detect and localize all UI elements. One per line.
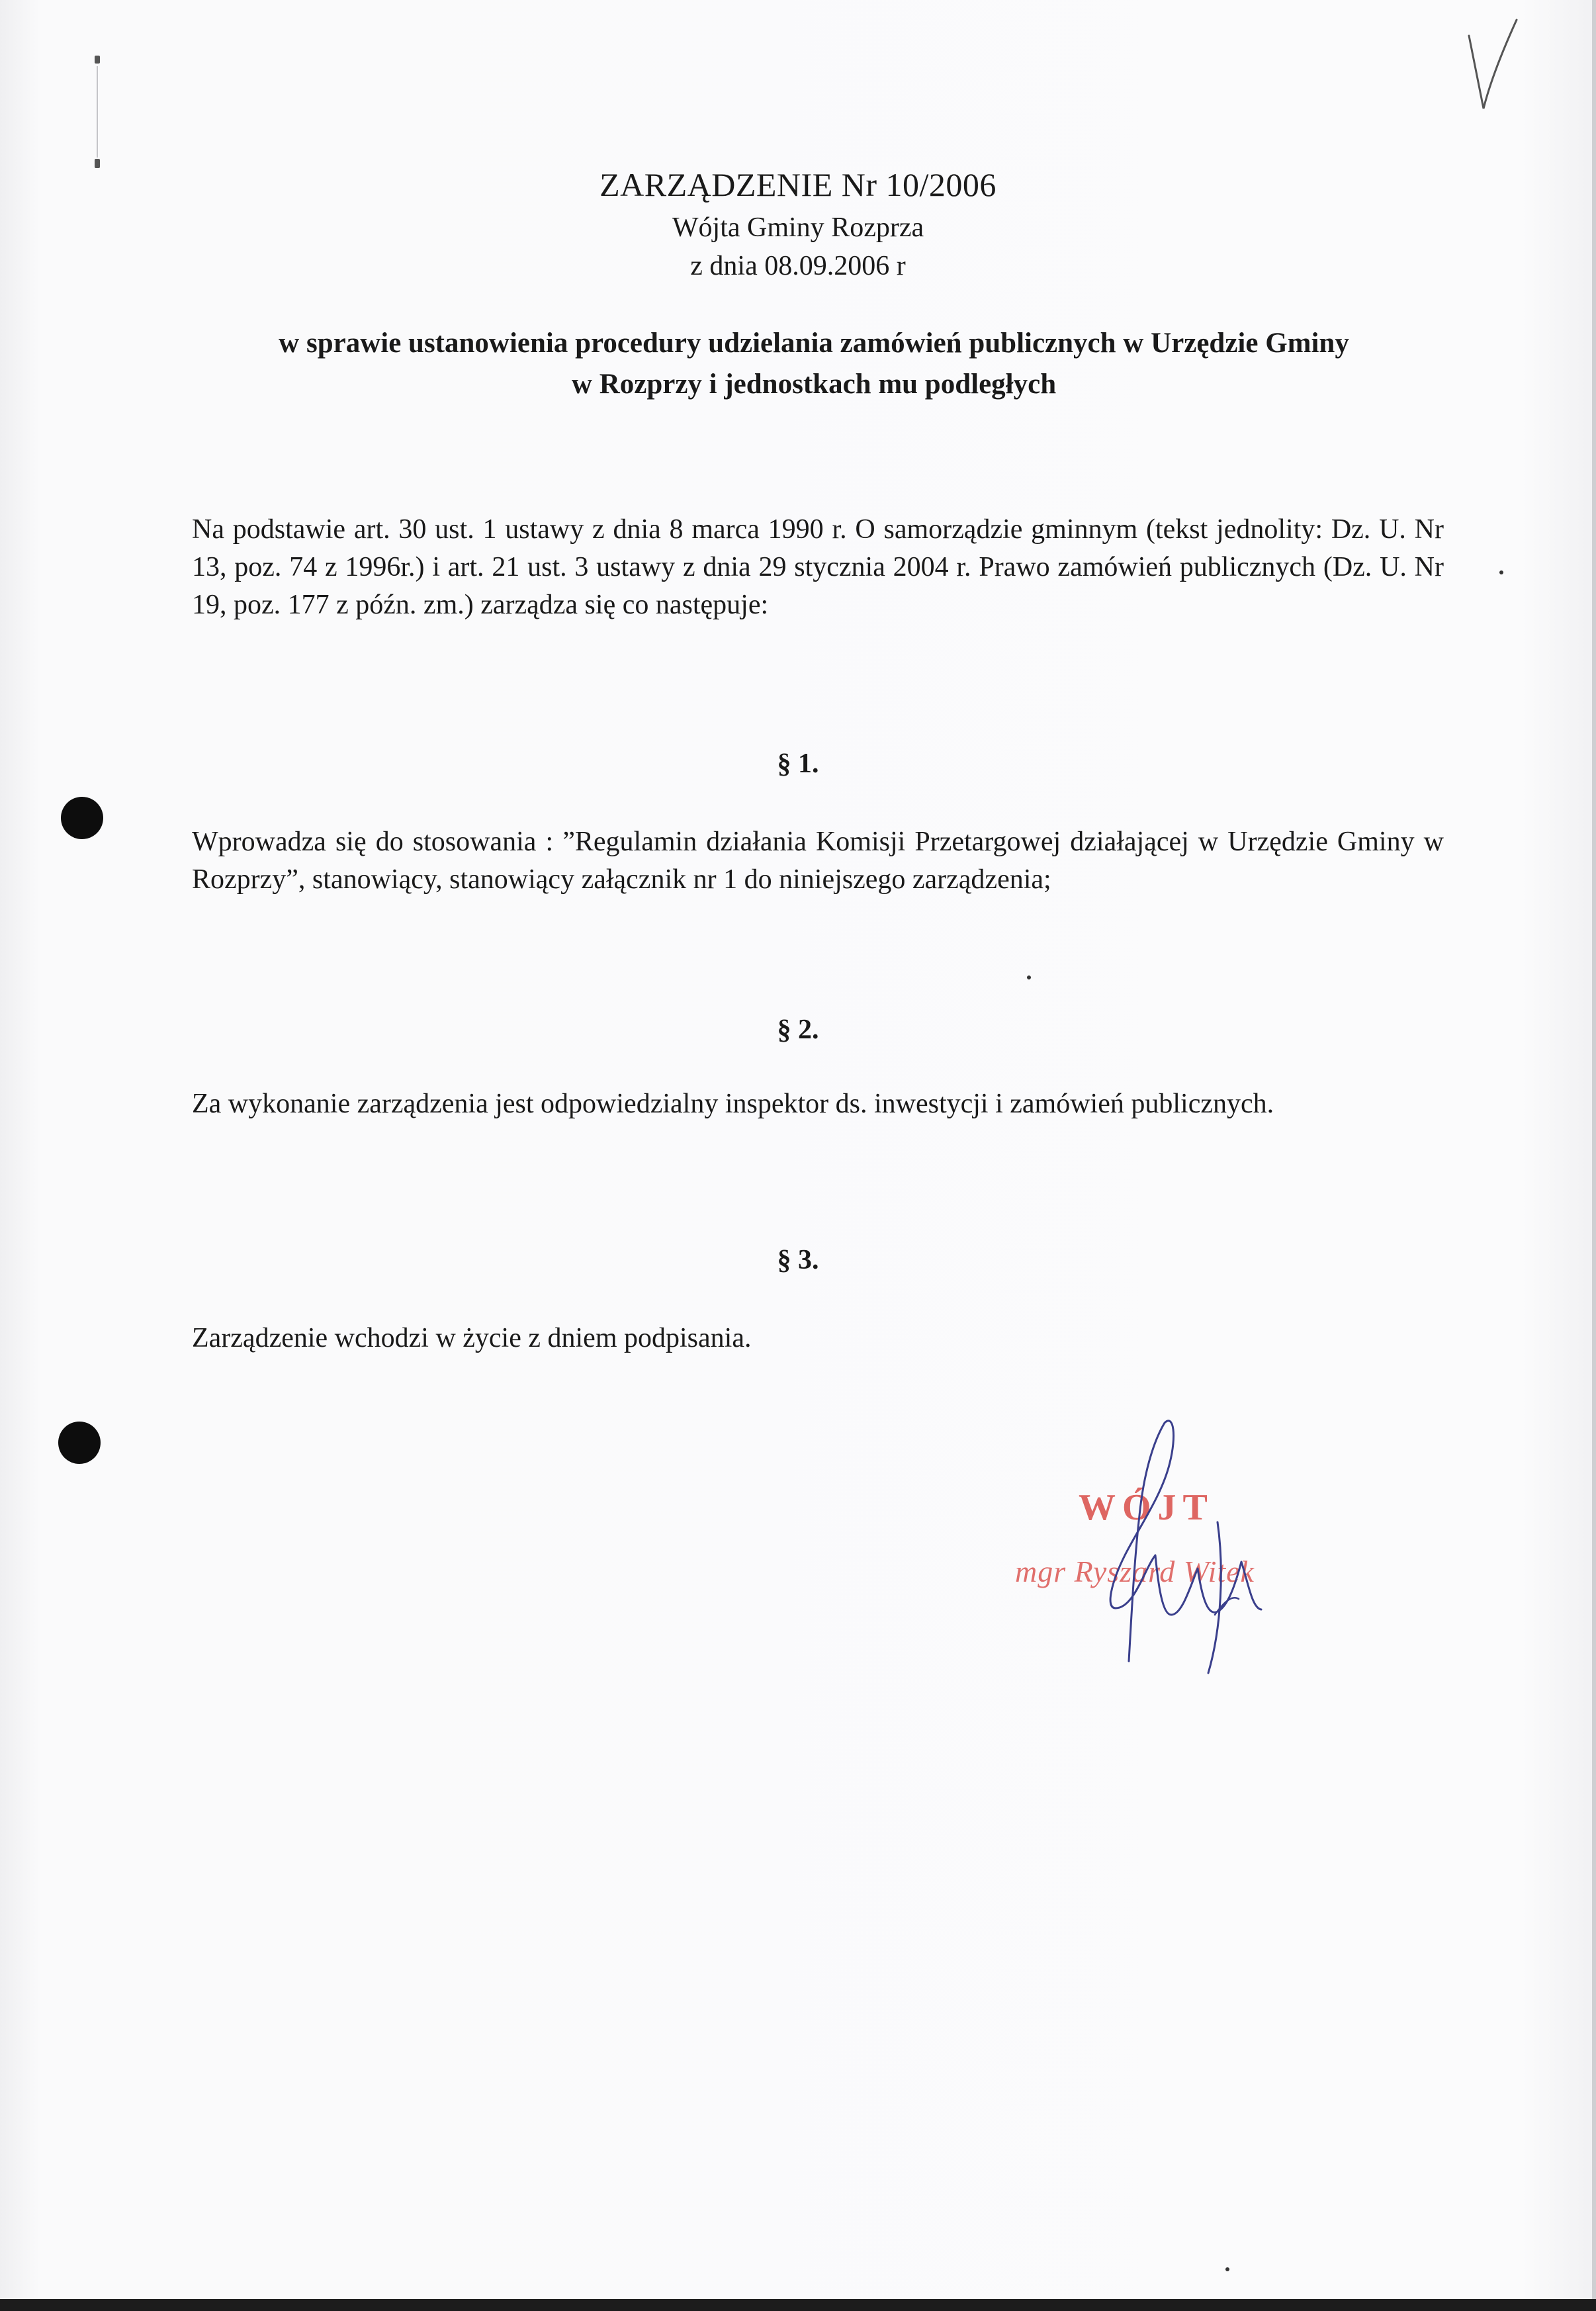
subject-line: w Rozprzy i jednostkach mu podległych bbox=[571, 369, 1057, 400]
document-issuer: Wójta Gminy Rozprza bbox=[672, 212, 924, 243]
section-heading-1: § 1. bbox=[777, 748, 819, 779]
punch-hole bbox=[61, 797, 103, 839]
stamp-name: mgr Ryszard Witek bbox=[1015, 1555, 1255, 1588]
scan-edge bbox=[0, 2299, 1596, 2311]
document-subject bbox=[185, 323, 1442, 405]
section-text-1: Wprowadza się do stosowania : ”Regulamin działania Komisji Przetargowej działającej w Urzędzie Gminy w Rozprzy”, stanowiący, stanowiący załącznik nr 1 do niniejszego zarządzenia; bbox=[192, 827, 1444, 895]
section-text-2: Za wykonanie zarządzenia jest odpowiedzialny inspektor ds. inwestycji i zamówień publicznych. bbox=[192, 1089, 1274, 1119]
checkmark-icon bbox=[1466, 16, 1519, 115]
punch-hole bbox=[58, 1422, 101, 1464]
signature-icon bbox=[1065, 1416, 1317, 1681]
scan-edge bbox=[1592, 0, 1596, 2311]
scan-speck bbox=[1225, 2267, 1229, 2271]
intro-paragraph: Na podstawie art. 30 ust. 1 ustawy z dnia 8 marca 1990 r. O samorządzie gminnym (tekst jednolity: Dz. U. Nr 13, poz. 74 z 1996r.) i art. 21 ust. 3 ustawy z dnia 29 stycznia 2004 r. Prawo zamówień publicznych (Dz. U. Nr 19, poz. 177 z późn. zm.) zarządza się co następuje: bbox=[192, 514, 1444, 620]
section-text-3: Zarządzenie wchodzi w życie z dniem podpisania. bbox=[192, 1323, 752, 1353]
subject-line: w sprawie ustanowienia procedury udzielania zamówień publicznych w Urzędzie Gminy bbox=[279, 328, 1349, 359]
scan-speck bbox=[1027, 975, 1031, 979]
section-heading-3: § 3. bbox=[777, 1245, 819, 1275]
section-heading-2: § 2. bbox=[777, 1015, 819, 1045]
scan-speck bbox=[1499, 570, 1503, 574]
stamp-title: WÓJT bbox=[1079, 1487, 1214, 1528]
document-title: ZARZĄDZENIE Nr 10/2006 bbox=[599, 166, 997, 203]
staple-mark bbox=[93, 56, 102, 169]
document-date: z dnia 08.09.2006 r bbox=[690, 251, 906, 281]
